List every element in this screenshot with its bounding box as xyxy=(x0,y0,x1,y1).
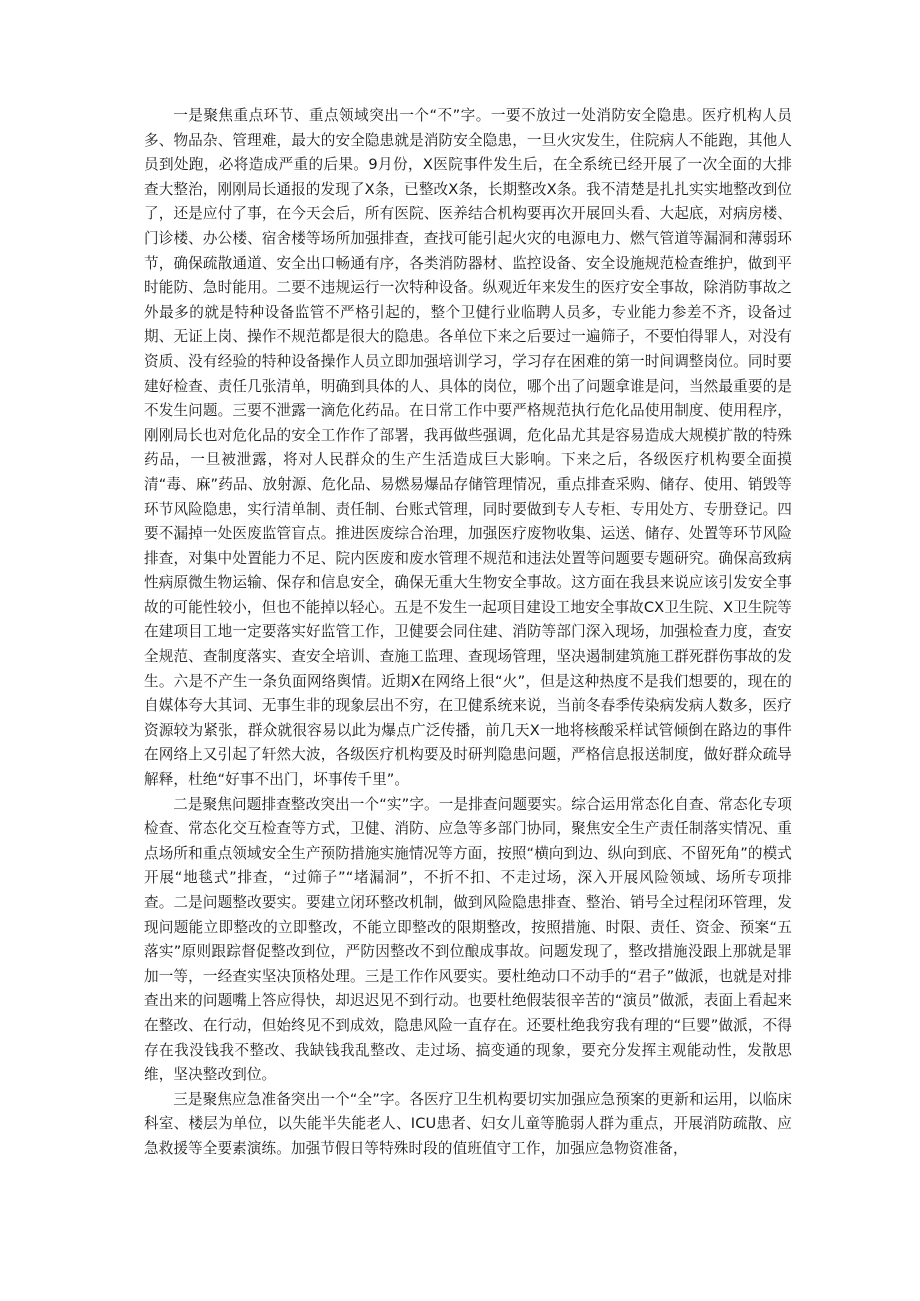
paragraph-fire-safety: 一是聚焦重点环节、重点领域突出一个“不”字。一要不放过一处消防安全隐患。医疗机构人员多、物品杂、管理难，最大的安全隐患就是消防安全隐患，一旦火灾发生，住院病人不能跑，其他人员到处跑，必将造成严重的后果。9月份，X医院事件发生后，在全系统已经开展了一次全面的大排查大整治，刚刚局长通报的发现了X条，已整改X条，长期整改X条。我不清楚是扎扎实实地整改到位了，还是应付了事，在今天会后，所有医院、医养结合机构要再次开展回头看、大起底，对病房楼、门诊楼、办公楼、宿舍楼等场所加强排查，查找可能引起火灾的电源电力、燃气管道等漏洞和薄弱环节，确保疏散通道、安全出口畅通有序，各类消防器材、监控设备、安全设施规范检查维护，做到平时能防、急时能用。二要不违规运行一次特种设备。纵观近年来发生的医疗安全事故，除消防事故之外最多的就是特种设备监管不严格引起的，整个卫健行业临聘人员多，专业能力参差不齐，设备过期、无证上岗、操作不规范都是很大的隐患。各单位下来之后要过一遍筛子，不要怕得罪人，对没有资质、没有经验的特种设备操作人员立即加强培训学习，学习存在困难的第一时间调整岗位。同时要建好检查、责任几张清单，明确到具体的人、具体的岗位，哪个出了问题拿谁是问，当然最重要的是不发生问题。三要不泄露一滴危化药品。在日常工作中要严格规范执行危化品使用制度、使用程序，刚刚局长也对危化品的安全工作作了部署，我再做些强调，危化品尤其是容易造成大规模扩散的特殊药品，一旦被泄露，将对人民群众的生产生活造成巨大影响。下来之后，各级医疗机构要全面摸清“毒、麻”药品、放射源、危化品、易燃易爆品存储管理情况，重点排查采购、储存、使用、销毁等环节风险隐患，实行清单制、责任制、台账式管理，同时要做到专人专柜、专用处方、专册登记。四要不漏掉一处医废监管盲点。推进医废综合治理，加强医疗废物收集、运送、储存、处置等环节风险排查，对集中处置能力不足、院内医废和废水管理不规范和违法处置等问题要专题研究。确保高致病性病原微生物运输、保存和信息安全，确保无重大生物安全事故。这方面在我县来说应该引发安全事故的可能性较小，但也不能掉以轻心。五是不发生一起项目建设工地安全事故CX卫生院、X卫生院等在建项目工地一定要落实好监管工作，卫健要会同住建、消防等部门深入现场，加强检查力度，查安全规范、查制度落实、查安全培训、查施工监理、查现场管理，坚决遏制建筑施工群死群伤事故的发生。六是不产生一条负面网络舆情。近期X在网络上很“火”，但是这种热度不是我们想要的，现在的自媒体夸大其词、无事生非的现象层出不穷，在卫健系统来说，当前冬春季传染病发病人数多，医疗资源较为紧张，群众就很容易以此为爆点广泛传播，前几天X一地将核酸采样试管倾倒在路边的事件在网络上又引起了轩然大波，各级医疗机构要及时研判隐患问题，严格信息报送制度，做好群众疏导解释，杜绝“好事不出门，坏事传千里”。 xyxy=(144,107,792,789)
paragraph-emergency-prep: 三是聚焦应急准备突出一个“全”字。各医疗卫生机构要切实加强应急预案的更新和运用，以临床科室、楼层为单位，以失能半失能老人、ICU患者、妇女儿童等脆弱人群为重点，开展消防疏散、应急救援等全要素演练。加强节假日等特殊时段的值班值守工作，加强应急物资准备， xyxy=(144,1090,792,1157)
document-body xyxy=(144,104,792,1162)
paragraph-rectification: 二是聚焦问题排查整改突出一个“实”字。一是排查问题要实。综合运用常态化自查、常态化专项检查、常态化交互检查等方式，卫健、消防、应急等多部门协同，聚焦安全生产责任制落实情况、重点场所和重点领域安全生产预防措施实施情况等方面，按照“横向到边、纵向到底、不留死角”的模式开展“地毯式”排查，“过筛子”“堵漏洞”，不折不扣、不走过场，深入开展风险领域、场所专项排查。二是问题整改要实。要建立闭环整改机制，做到风险隐患排查、整治、销号全过程闭环管理，发现问题能立即整改的立即整改，不能立即整改的限期整改，按照措施、时限、责任、资金、预案“五落实”原则跟踪督促整改到位，严防因整改不到位酿成事故。问题发现了，整改措施没跟上那就是罪加一等，一经查实坚决顶格处理。三是工作作风要实。要杜绝动口不动手的“君子”做派，也就是对排查出来的问题嘴上答应得快，却迟迟见不到行动。也要杜绝假装很辛苦的“演员”做派，表面上看起来在整改、在行动，但始终见不到成效，隐患风险一直存在。还要杜绝我穷我有理的“巨婴”做派，不得存在我没钱我不整改、我缺钱我乱整改、走过场、搞变通的现象，要充分发挥主观能动性，发散思维，坚决整改到位。 xyxy=(144,795,792,1084)
